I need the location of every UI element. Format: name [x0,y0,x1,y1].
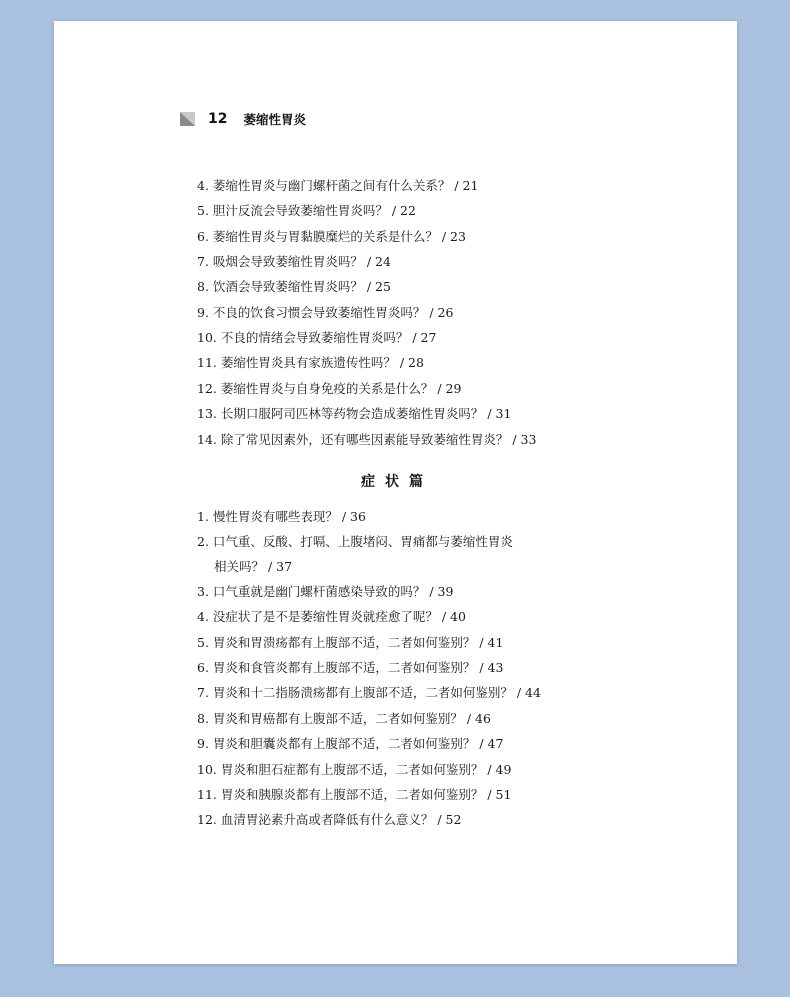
book-page [54,21,737,964]
toc-item: 1. 慢性胃炎有哪些表现？ / 36 [197,509,366,524]
toc-item: 8. 饮酒会导致萎缩性胃炎吗？ / 25 [197,279,391,294]
section-title: 症状篇 [361,474,433,490]
toc-item: 12. 萎缩性胃炎与自身免疫的关系是什么？ / 29 [197,381,462,396]
toc-item: 4. 萎缩性胃炎与幽门螺杆菌之间有什么关系？ / 21 [197,178,479,193]
running-header [180,109,306,129]
toc-item: 13. 长期口服阿司匹林等药物会造成萎缩性胃炎吗？ / 31 [197,406,512,421]
toc-item-text: 2. 口气重、反酸、打嗝、上腹堵闷、胃痛都与萎缩性胃炎 [197,534,513,549]
toc-item: 9. 不良的饮食习惯会导致萎缩性胃炎吗？ / 26 [197,305,454,320]
toc-item: 3. 口气重就是幽门螺杆菌感染导致的吗？ / 39 [197,584,454,599]
toc-item: 5. 胃炎和胃溃疡都有上腹部不适，二者如何鉴别？ / 41 [197,635,504,650]
toc-item: 7. 吸烟会导致萎缩性胃炎吗？ / 24 [197,254,391,269]
toc-item: 14. 除了常见因素外，还有哪些因素能导致萎缩性胃炎？ / 33 [197,432,537,447]
toc-item: 11. 萎缩性胃炎具有家族遗传性吗？ / 28 [197,355,424,370]
toc-item: 10. 胃炎和胆石症都有上腹部不适，二者如何鉴别？ / 49 [197,762,512,777]
toc-item: 9. 胃炎和胆囊炎都有上腹部不适，二者如何鉴别？ / 47 [197,736,504,751]
toc-item [197,534,513,575]
toc-item: 8. 胃炎和胃癌都有上腹部不适，二者如何鉴别？ / 46 [197,711,491,726]
toc-item: 7. 胃炎和十二指肠溃疡都有上腹部不适，二者如何鉴别？ / 44 [197,685,541,700]
toc-item: 10. 不良的情绪会导致萎缩性胃炎吗？ / 27 [197,330,437,345]
toc-item: 12. 血清胃泌素升高或者降低有什么意义？ / 52 [197,812,462,827]
toc-item: 11. 胃炎和胰腺炎都有上腹部不适，二者如何鉴别？ / 51 [197,787,512,802]
book-title: 萎缩性胃炎 [243,112,306,127]
toc-item: 6. 萎缩性胃炎与胃黏膜糜烂的关系是什么？ / 23 [197,229,466,244]
toc-item: 5. 胆汁反流会导致萎缩性胃炎吗？ / 22 [197,203,416,218]
header-corner-mark [180,112,195,126]
toc-item: 6. 胃炎和食管炎都有上腹部不适，二者如何鉴别？ / 43 [197,660,504,675]
toc-item: 4. 没症状了是不是萎缩性胃炎就痊愈了呢？ / 40 [197,609,466,624]
page-number: 12 [208,111,228,127]
toc-item-continuation: 相关吗？ / 37 [214,559,293,574]
